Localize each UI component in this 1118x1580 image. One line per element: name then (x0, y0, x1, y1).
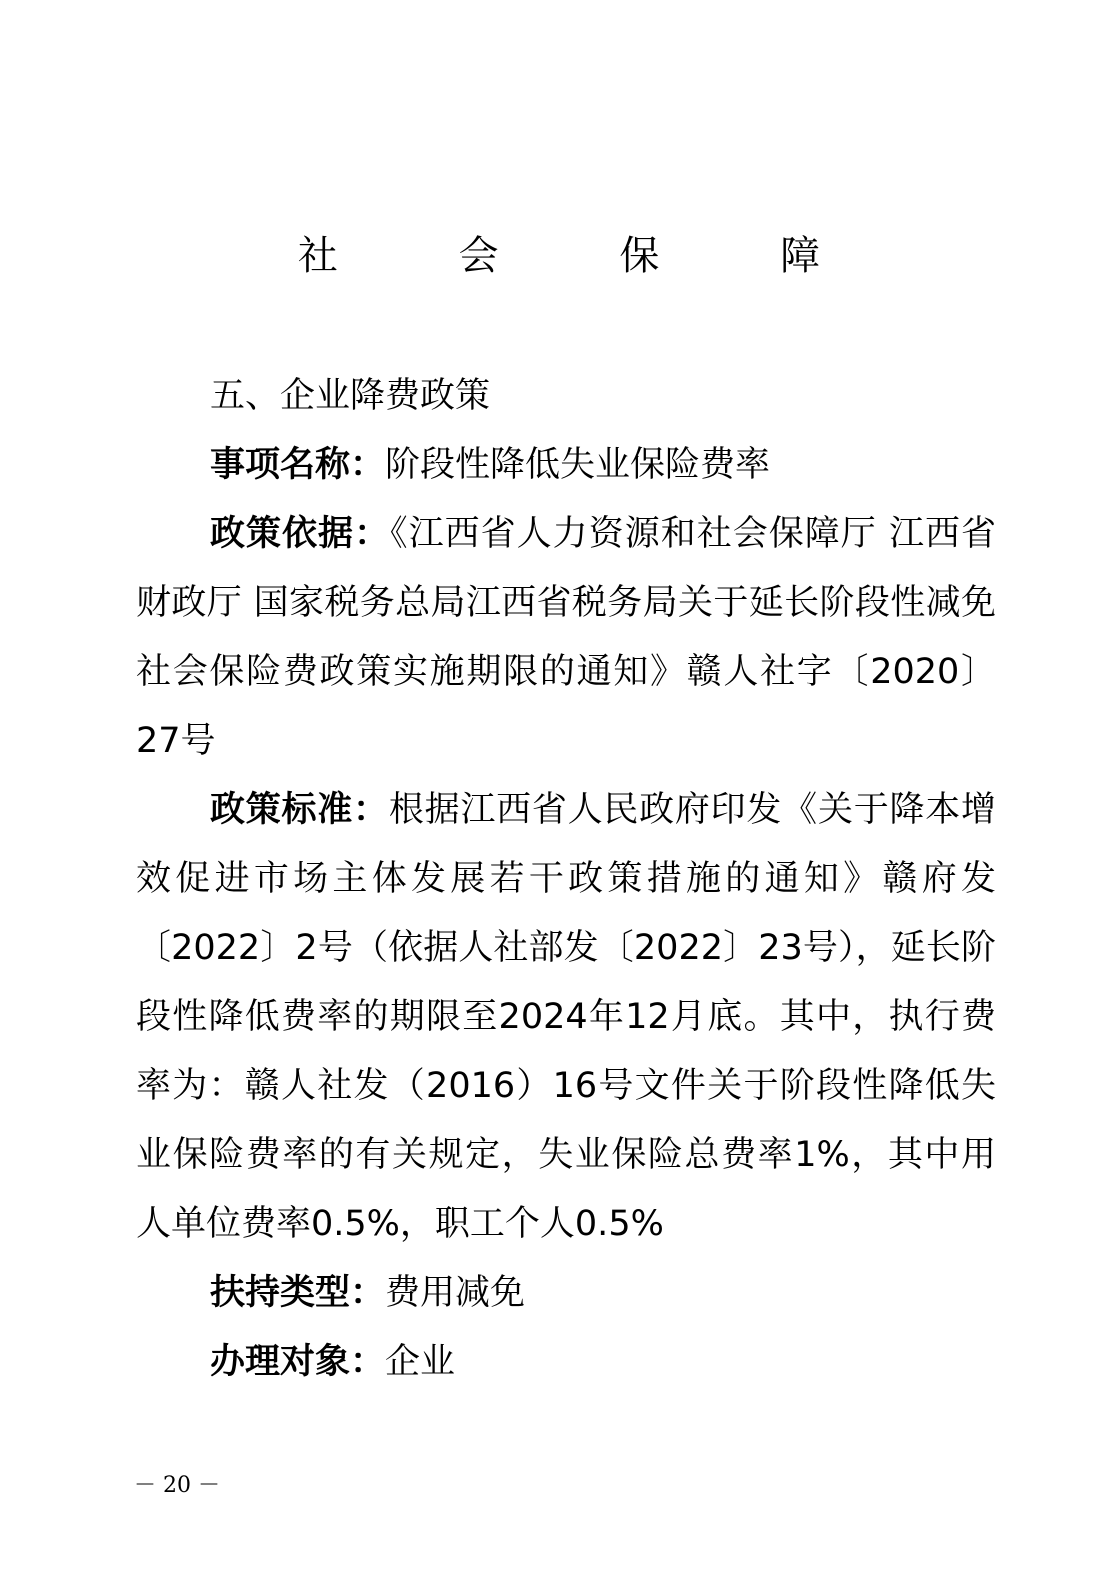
support-type-label: 扶持类型： (210, 1273, 386, 1313)
page-number: － 20 － (134, 1473, 220, 1498)
policy-basis (136, 500, 996, 776)
item-name-text: 阶段性降低失业保险费率 (385, 445, 771, 485)
section-heading: 五、企业降费政策 (210, 376, 491, 416)
policy-standard (136, 776, 996, 1259)
policy-basis-label: 政策依据： (210, 514, 391, 554)
support-type (136, 1259, 996, 1328)
target-applicant-text: 企业 (385, 1342, 456, 1382)
policy-standard-text: 根据江西省人民政府印发《关于降本增效促进市场主体发展若干政策措施的通知》赣府发〔2022〕2号（依据人社部发〔2022〕23号），延长阶段性降低费率的期限至2024年12月底。其中，执行费率为：赣人社发（2016）16号文件关于阶段性降低失业保险费率的有关规定，失业保险总费率1%，其中用人单位费率0.5%，职工个人0.5% (136, 790, 996, 1244)
item-name-label: 事项名称： (210, 445, 386, 485)
document-body (136, 362, 996, 1397)
item-name (136, 431, 996, 500)
target-applicant (136, 1328, 996, 1397)
target-applicant-label: 办理对象： (210, 1342, 386, 1382)
policy-basis-text: 《江西省人力资源和社会保障厅 江西省财政厅 国家税务总局江西省税务局关于延长阶段性减免社会保险费政策实施期限的通知》赣人社字〔2020〕27号 (136, 514, 996, 761)
policy-standard-label: 政策标准： (210, 790, 389, 830)
page-title: 社 会 保 障 (297, 233, 875, 279)
support-type-text: 费用减免 (385, 1273, 526, 1313)
